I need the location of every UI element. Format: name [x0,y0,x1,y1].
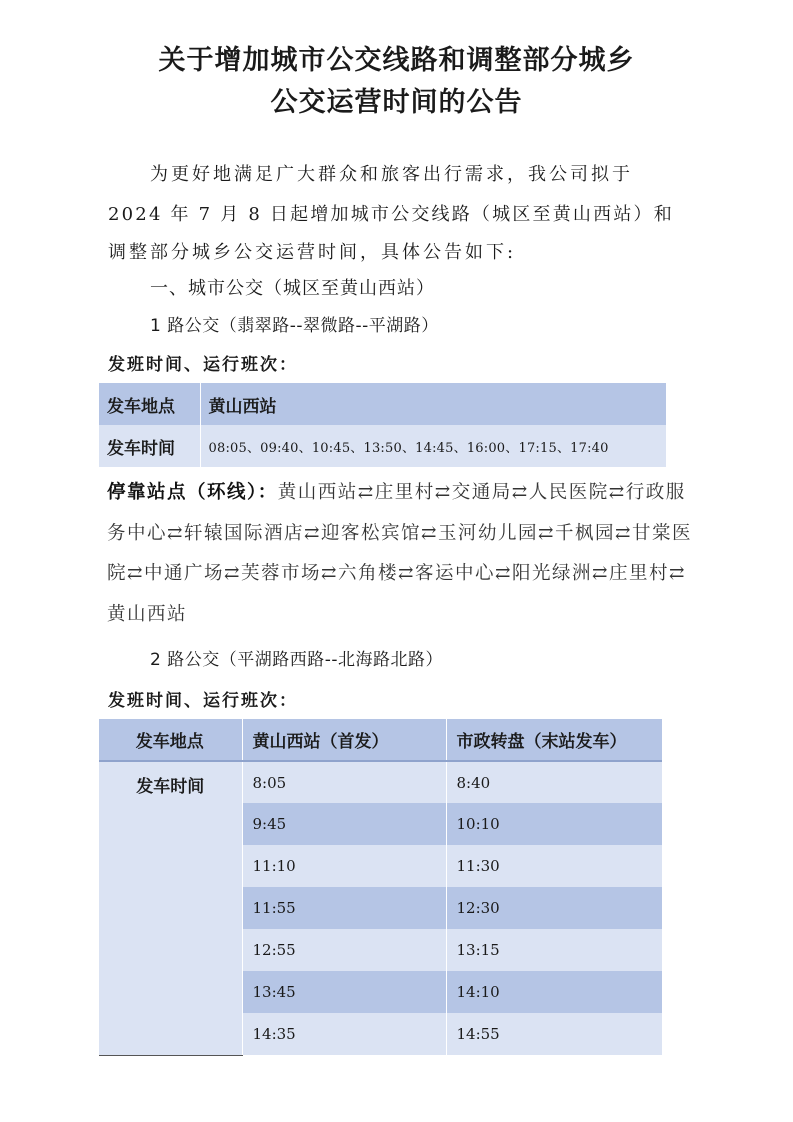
time-cell: 10:10 [446,803,662,845]
header-last-stop: 市政转盘（末站发车） [446,719,662,761]
departure-time-label: 发车时间 [99,761,242,1055]
intro-line3: 调整部分城乡公交运营时间，具体公告如下: [108,242,517,263]
table-row [99,761,662,803]
table-row [99,425,666,467]
intro-line1: 为更好地满足广大群众和旅客出行需求，我公司拟于 [150,164,633,185]
time-cell: 8:05 [242,761,446,803]
time-cell: 14:10 [446,971,662,1013]
departure-place-label: 发车地点 [99,383,200,425]
route2-schedule-table [99,719,662,1056]
time-cell: 11:55 [242,887,446,929]
route1-stops-label: 停靠站点（环线）： [107,482,278,503]
route2-title: 2 路公交（平湖路西路--北海路北路） [150,650,443,670]
time-cell: 11:10 [242,845,446,887]
document-title-line1: 关于增加城市公交线路和调整部分城乡 [158,45,635,76]
route1-stops-text: 黄山西站⇄庄里村⇄交通局⇄人民医院⇄行政服务中心⇄轩辕国际酒店⇄迎客松宾馆⇄玉河幼儿园⇄千枫园⇄甘棠医院⇄中通广场⇄芙蓉市场⇄六角楼⇄客运中心⇄阳光绿洲⇄庄里村⇄黄山西站 [107,482,693,626]
time-cell: 14:55 [446,1013,662,1055]
route1-schedule-label: 发班时间、运行班次： [108,355,298,375]
time-cell: 14:35 [242,1013,446,1055]
table-header-row [99,719,662,761]
header-departure-place: 发车地点 [99,719,242,761]
time-cell: 13:15 [446,929,662,971]
time-cell: 9:45 [242,803,446,845]
departure-place-value: 黄山西站 [200,383,666,425]
time-cell: 12:30 [446,887,662,929]
time-cell: 13:45 [242,971,446,1013]
departure-time-label: 发车时间 [99,425,200,467]
intro-line2: 2024 年 7 月 8 日起增加城市公交线路（城区至黄山西站）和 [108,204,674,225]
departure-time-value: 08:05、09:40、10:45、13:50、14:45、16:00、17:15、17:40 [200,425,666,467]
table-row [99,383,666,425]
time-cell: 11:30 [446,845,662,887]
route1-stops [107,473,697,636]
time-cell: 12:55 [242,929,446,971]
document-title-line2: 公交运营时间的公告 [270,87,523,118]
header-first-stop: 黄山西站（首发） [242,719,446,761]
route1-title: 1 路公交（翡翠路--翠微路--平湖路） [150,316,439,336]
route2-schedule-label: 发班时间、运行班次： [108,691,298,711]
route1-schedule-table [99,383,666,467]
section1-heading: 一、城市公交（城区至黄山西站） [150,278,435,299]
time-cell: 8:40 [446,761,662,803]
